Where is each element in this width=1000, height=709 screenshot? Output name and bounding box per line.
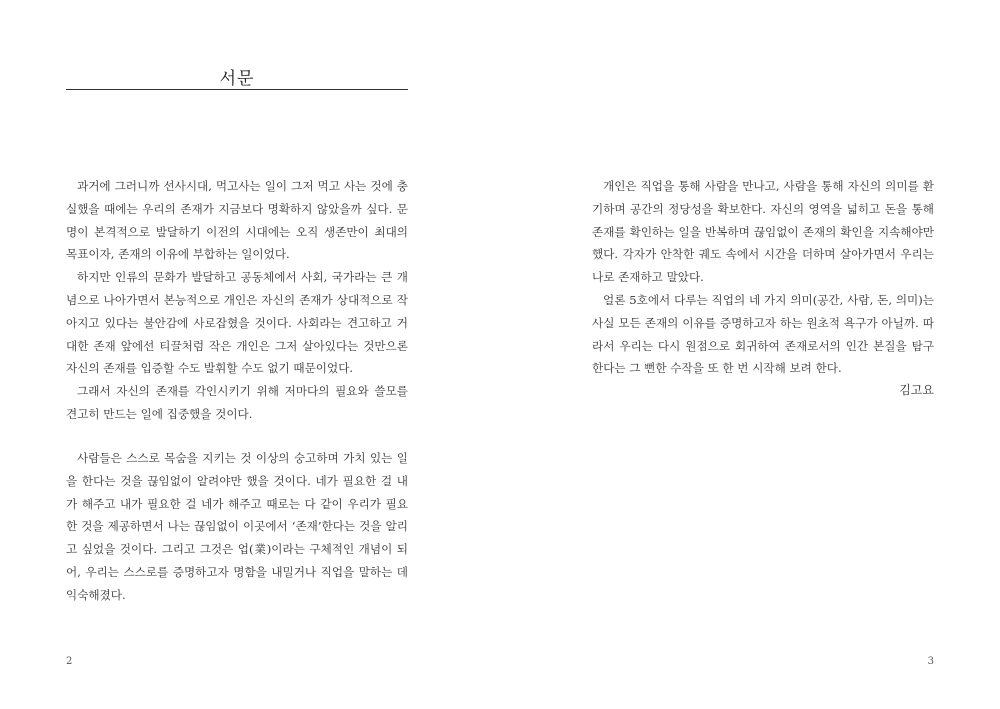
- paragraph: 하지만 인류의 문화가 발달하고 공동체에서 사회, 국가라는 큰 개념으로 나아가면서 본능적으로 개인은 자신의 존재가 상대적으로 작아지고 있다는 불안감에 사로잡혔을 것이다. 사회라는 견고하고 거대한 존재 앞에선 티끌처럼 작은 개인은 그저 살아있다는 것만으론 자신의 존재를 입증할 수도 발휘할 수도 없기 때문이었다.: [66, 270, 408, 376]
- preface-section-2: [66, 447, 408, 607]
- paragraph: 그래서 자신의 존재를 각인시키기 위해 저마다의 필요와 쓸모를 견고히 만드는 일에 집중했을 것이다.: [66, 384, 408, 421]
- paragraph: 과거에 그러니까 선사시대, 먹고사는 일이 그저 먹고 사는 것에 충실했을 때에는 우리의 존재가 지금보다 명확하지 않았을까 싶다. 문명이 본격적으로 발달하기 이전의 시대에는 오직 생존만이 최대의 목표이자, 존재의 이유에 부합하는 일이었다.: [66, 179, 408, 262]
- preface-section-1: [66, 175, 408, 426]
- author-signature: 김고요: [899, 383, 934, 397]
- preface-section-3: [592, 175, 934, 380]
- page-title: 서문: [219, 69, 255, 89]
- page-number: 2: [66, 656, 73, 667]
- title-divider: [66, 89, 408, 90]
- right-page: [500, 0, 1000, 709]
- paragraph: 얼론 5호에서 다루는 직업의 네 가지 의미(공간, 사람, 돈, 의미)는 사실 모든 존재의 이유를 증명하고자 하는 원초적 욕구가 아닐까. 따라서 우리는 다시 원점으로 회귀하여 존재로서의 인간 본질을 탐구한다는 그 뻔한 수작을 또 한 번 시작해 보려 한다.: [592, 292, 934, 376]
- paragraph: 개인은 직업을 통해 사람을 만나고, 사람을 통해 자신의 의미를 환기하며 공간의 정당성을 확보한다. 자신의 영역을 넓히고 돈을 통해 존재를 확인하는 일을 반복하며 끊임없이 존재의 확인을 지속해야만 했다. 각자가 안착한 궤도 속에서 시간을 더하며 살아가면서 우리는 나로 존재하고 말았다.: [592, 179, 934, 285]
- page-number: 3: [927, 656, 934, 667]
- paragraph: 사람들은 스스로 목숨을 지키는 것 이상의 숭고하며 가치 있는 일을 한다는 것을 끊임없이 알려야만 했을 것이다. 네가 필요한 걸 내가 해주고 내가 필요한 걸 네가 해주고 때로는 다 같이 우리가 필요한 것을 제공하면서 나는 끊임없이 이곳에서 ‘존재’한다는 것을 알리고 싶었을 것이다. 그리고 그것은 업(業)이라는 구체적인 개념이 되어, 우리는 스스로를 증명하고자 명함을 내밀거나 직업을 말하는 데 익숙해졌다.: [66, 451, 408, 602]
